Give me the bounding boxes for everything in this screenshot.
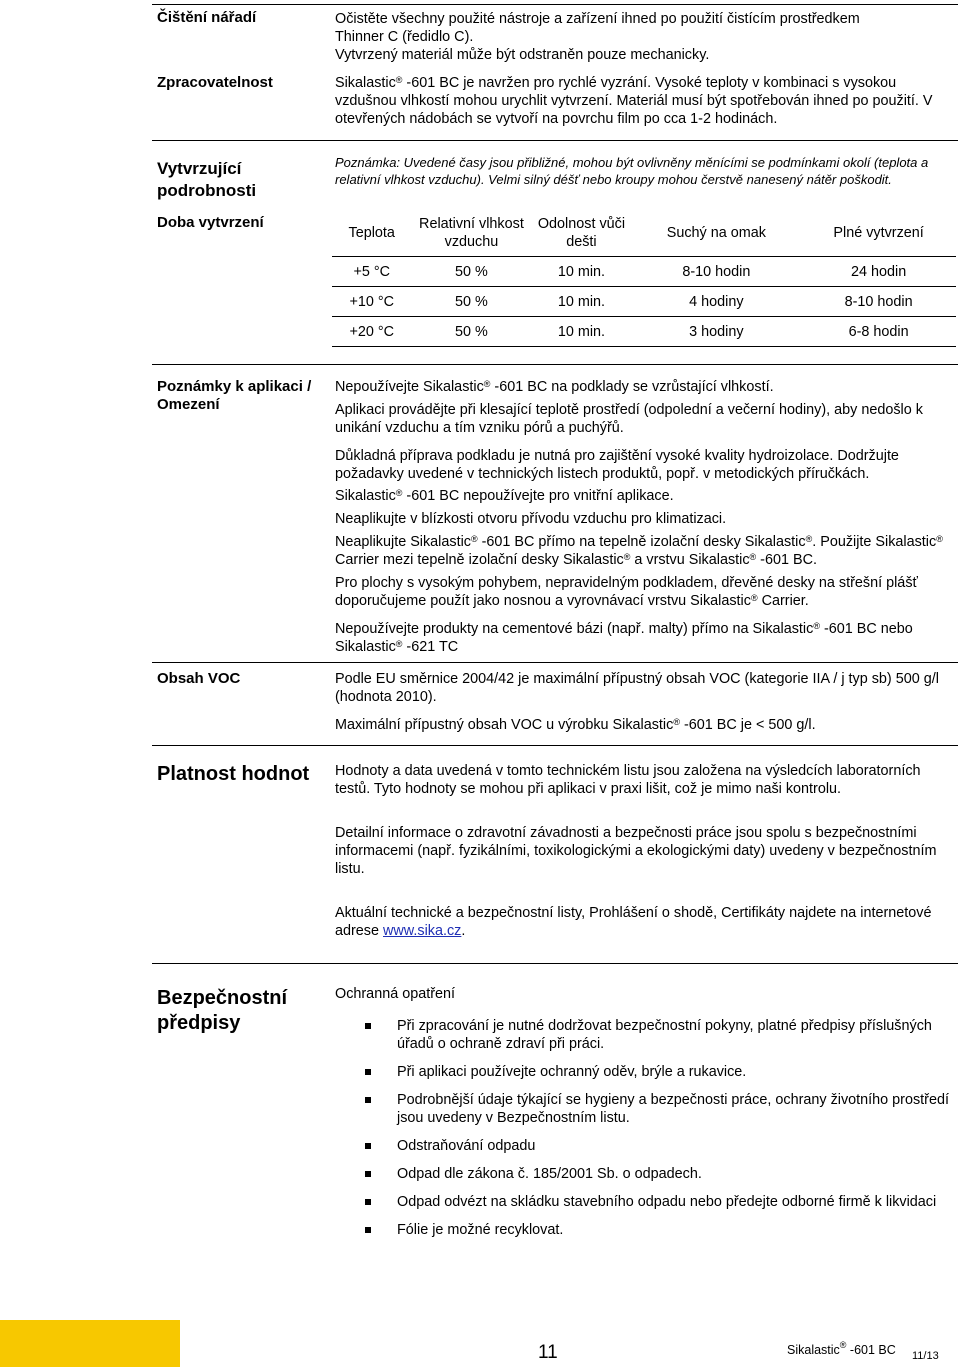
header-full-cure: Plné vytvrzení (833, 225, 924, 241)
app-note-8: Nepoužívejte produkty na cementové bázi (např. malty) přímo na Sikalastic® -601 BC nebo Sikalastic® -621 TC (335, 621, 913, 655)
voc-label: Obsah VOC (157, 670, 241, 687)
rule-curing-end (152, 364, 958, 365)
header-temperature: Teplota (348, 225, 395, 241)
rule-top (152, 4, 958, 5)
application-notes-text (335, 378, 950, 656)
app-note-6: Neaplikujte Sikalastic® -601 BC přímo na tepelně izolační desky Sikalastic®. Použijte Sikalastic® Carrier mezi tepelně izolační desky Sikalastic® a vrstvu Sikalastic® -601 BC. (335, 534, 943, 568)
cleaning-line-2: Thinner C (ředidlo C). (335, 29, 474, 45)
table-row: +10 °C 50 % 10 min. 4 hodiny 8-10 hodin (332, 287, 956, 317)
app-note-5: Neaplikujte v blízkosti otvoru přívodu vzduchu pro klimatizaci. (335, 511, 727, 527)
header-touch-dry: Suchý na omak (666, 225, 766, 241)
footer-product: Sikalastic® -601 BC (787, 1340, 896, 1357)
header-humidity: Relativní vlhkost vzduchu (419, 216, 524, 250)
list-item: Při aplikaci používejte ochranný oděv, brýle a rukavice. (335, 1063, 950, 1081)
header-rain-resistance: Odolnost vůči dešti (537, 216, 626, 250)
list-item: Fólie je možné recyklovat. (335, 1221, 950, 1239)
application-notes-label: Poznámky k aplikaci / Omezení (157, 378, 312, 413)
app-note-2: Aplikaci provádějte při klesající teplotě prostředí (odpolední a večerní hodiny), aby nedošlo k unikání vzduchu a tím vzniku pórů a puchýřů. (335, 402, 923, 436)
table-row: +5 °C 50 % 10 min. 8-10 hodin 24 hodin (332, 257, 956, 287)
validity-p1: Hodnoty a data uvedená v tomto technickém listu jsou založena na výsledcích laboratorních testů. Tyto hodnoty se mohou při aplikaci v praxi lišit, což je mimo naši kontrolu. (335, 763, 921, 797)
cleaning-label: Čištění nářadí (157, 9, 257, 26)
footer-page-of: 11/13 (912, 1350, 939, 1362)
cleaning-line-3: Vytvrzený materiál může být odstraněn pouze mechanicky. (335, 47, 710, 63)
page-number: 11 (538, 1342, 558, 1363)
protection-title: Ochranná opatření (335, 986, 456, 1002)
workability-label: Zpracovatelnost (157, 74, 273, 91)
app-note-3: Důkladná příprava podkladu je nutná pro zajištění vysoké kvality hydroizolace. Dodržujte požadavky uvedené v technických listech produktů, popř. v metodických příručkách. (335, 448, 899, 482)
curing-table (332, 210, 956, 347)
curing-time-label: Doba vytvrzení (157, 214, 264, 231)
safety-bullet-list (335, 1017, 950, 1239)
app-note-4: Sikalastic® -601 BC nepoužívejte pro vnitřní aplikace. (335, 488, 674, 504)
sika-website-link[interactable]: www.sika.cz (383, 923, 462, 939)
curing-note: Poznámka: Uvedené časy jsou přibližné, mohou být ovlivněny měnícími se podmínkami okolí (teplota a relativní vlhkost vzduchu). Velmi silný déšť nebo kroupy mohou čerstvě nanesený nátěr poškodit. (335, 155, 929, 187)
validity-p2: Detailní informace o zdravotní závadnosti a bezpečnosti práce jsou spolu s bezpečnostními informacemi (např. fyzikálními, toxikologickými a ekologickými daty) uvedeny v bezpečnostním listu. (335, 825, 937, 877)
voc-text (335, 670, 950, 734)
rule-cleaning-end (152, 140, 958, 141)
voc-p1: Podle EU směrnice 2004/42 je maximální přípustný obsah VOC (kategorie IIA / j typ sb) 500 g/l (hodnota 2010). (335, 671, 939, 705)
validity-text (335, 762, 950, 940)
rule-validity-end (152, 963, 958, 964)
table-row: +20 °C 50 % 10 min. 3 hodiny 6-8 hodin (332, 317, 956, 347)
app-note-1: Nepoužívejte Sikalastic® -601 BC na podklady se vzrůstající vlhkostí. (335, 379, 774, 395)
rule-application-end (152, 662, 958, 663)
rule-voc-end (152, 745, 958, 746)
list-item: Odpad odvézt na skládku stavebního odpadu nebo předejte odborné firmě k likvidaci (335, 1193, 950, 1211)
app-note-7: Pro plochy s vysokým pohybem, nepravidelným podkladem, dřevěné desky na střešní plášť doporučujeme použít jako nosnou a vyrovnávací vrstvu Sikalastic® Carrier. (335, 575, 918, 609)
list-item: Odstraňování odpadu (335, 1137, 950, 1155)
voc-p2: Maximální přípustný obsah VOC u výrobku Sikalastic® -601 BC je < 500 g/l. (335, 717, 816, 733)
list-item: Odpad dle zákona č. 185/2001 Sb. o odpadech. (335, 1165, 950, 1183)
safety-label: Bezpečnostní předpisy (157, 987, 288, 1034)
curing-table-header (332, 210, 956, 257)
cleaning-line-1: Očistěte všechny použité nástroje a zařízení ihned po použití čistícím prostředkem (335, 11, 860, 27)
validity-label: Platnost hodnot (157, 763, 310, 785)
list-item: Při zpracování je nutné dodržovat bezpečnostní pokyny, platné předpisy příslušných úřadů o ochraně zdraví při práci. (335, 1017, 950, 1053)
safety-text (335, 985, 950, 1249)
workability-text: Sikalastic® -601 BC je navržen pro rychlé vyzrání. Vysoké teploty v kombinaci s vysokou vzdušnou vlhkostí mohou urychlit vytvrzení. Materiál musí být spotřebován ihned po použití. V otevřených nádobách se vytvoří na povrchu film po cca 1-2 hodinách. (335, 75, 933, 127)
cleaning-text (335, 10, 950, 64)
curing-details-label: Vytvrzující podrobnosti (157, 159, 257, 200)
list-item: Podrobnější údaje týkající se hygieny a bezpečnosti práce, ochrany životního prostředí jsou uvedeny v Bezpečnostním listu. (335, 1091, 950, 1127)
validity-p3: Aktuální technické a bezpečnostní listy, Prohlášení o shodě, Certifikáty najdete na internetové adrese www.sika.cz. (335, 905, 932, 939)
